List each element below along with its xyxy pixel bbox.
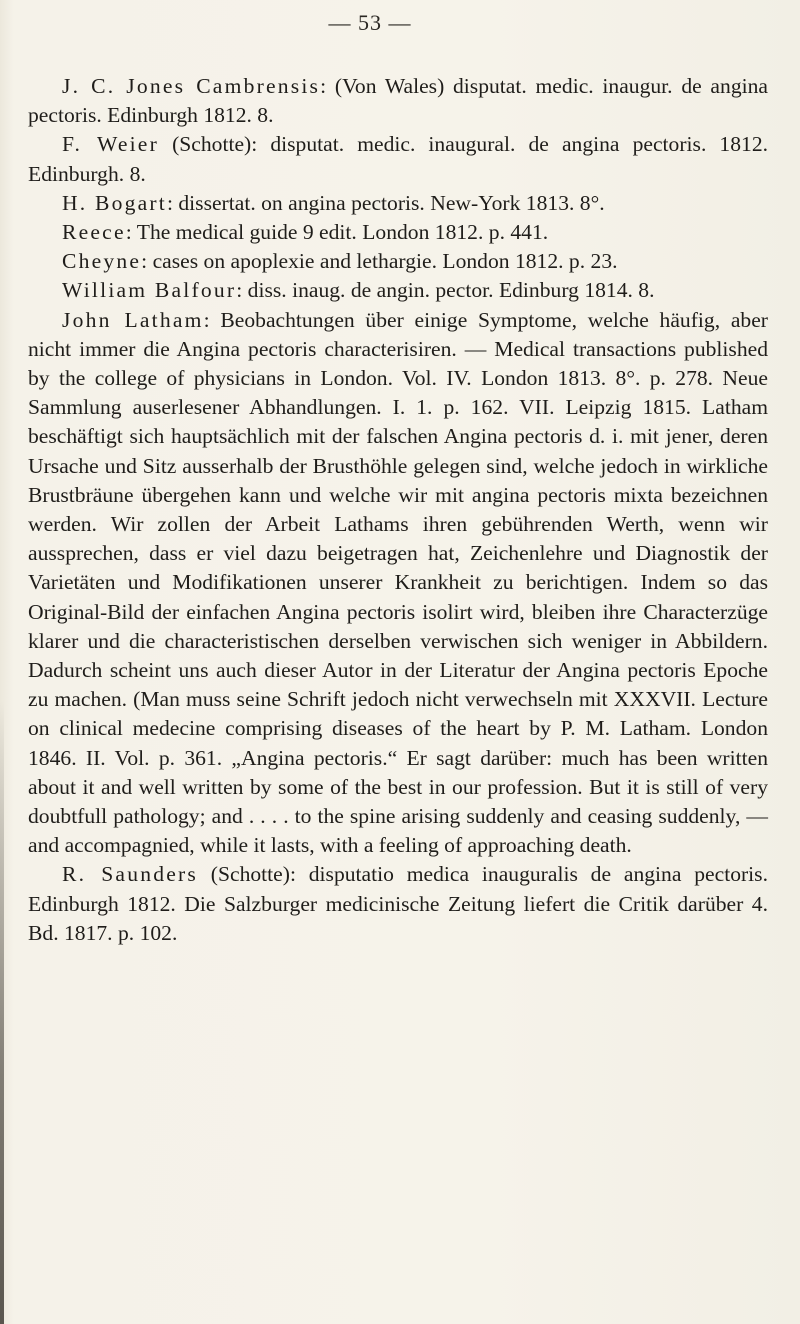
entry-text: : cases on apoplexie and lethargie. London 1812. p. 23. xyxy=(141,249,618,274)
entry-text: : The medical guide 9 edit. London 1812. p. 441. xyxy=(125,220,549,245)
entry-bogart xyxy=(28,189,768,218)
entry-text: : (Von Wales) disputat. medic. inaugur. de angina pectoris. Edinburgh 1812. 8. xyxy=(28,74,768,128)
entry-author: Cheyne xyxy=(62,249,142,274)
entry-jones xyxy=(28,72,768,130)
entry-author: Reece xyxy=(62,220,126,245)
entry-text: : Beobachtungen über einige Symptome, welche häufig, aber nicht immer die Angina pectoris characterisiren. — Medical transactions published by the college of physicians in London. Vol. IV. London 1813. 8°. p. 278. Neue Sammlung auserlesener Abhandlungen. I. 1. p. 162. VII. Leipzig 1815. Latham beschäftigt sich hauptsächlich mit der falschen Angina pectoris d. i. mit jener, deren Ursache und Sitz ausserhalb der Brusthöhle gelegen sind, welche jedoch in wirkliche Brustbräune übergehen kann und welche wir mit angina pectoris mixta bezeichnen werden. Wir zollen der Arbeit Lathams ihren gebührenden Werth, wenn wir aussprechen, dass er viel dazu beigetragen hat, Zeichenlehre und Diagnostik der Varietäten und Modifikationen unserer Krankheit zu berichtigen. Indem so das Original-Bild der einfachen Angina pectoris isolirt wird, bleiben ihre Characterzüge klarer und die characteristischen derselben verwischen sich weniger in Abbildern. Dadurch scheint uns auch dieser Autor in der Literatur der Angina pectoris Epoche zu machen. (Man muss seine Schrift jedoch nicht verwechseln mit XXXVII. Lecture on clinical medecine comprising diseases of the heart by P. M. Latham. London 1846. II. Vol. p. 361. „Angina pectoris.“ Er sagt darüber: much has been written about it and well written by some of the best in our profession. But it is still of very doubtfull pathology; and . . . . to the spine arising suddenly and ceasing suddenly, — and accompagnied, while it lasts, with a feeling of approaching death. xyxy=(28,307,768,858)
entry-weier xyxy=(28,130,768,188)
entry-text: (Schotte): disputatio medica inauguralis de angina pectoris. Edinburgh 1812. Die Salzburger medicinische Zeitung liefert die Critik darüber 4. Bd. 1817. p. 102. xyxy=(28,862,768,945)
entry-text: : dissertat. on angina pectoris. New-York 1813. 8°. xyxy=(166,190,605,215)
entry-latham xyxy=(28,306,768,861)
entry-balfour xyxy=(28,276,768,305)
entry-author: F. Weier xyxy=(62,132,159,157)
entry-reece xyxy=(28,218,768,247)
entry-author: John Latham xyxy=(62,307,204,332)
page-number: — 53 — xyxy=(328,10,412,35)
entry-author: J. C. Jones Cambrensis xyxy=(62,74,321,98)
entry-author: William Balfour xyxy=(62,278,237,303)
bibliography-text xyxy=(28,72,768,948)
entry-author: H. Bogart xyxy=(62,190,167,215)
binding-shadow xyxy=(0,700,4,1324)
entry-cheyne xyxy=(28,247,768,276)
entry-text: (Schotte): disputat. medic. inaugural. de angina pectoris. 1812. Edinburgh. 8. xyxy=(28,132,769,186)
entry-text: : diss. inaug. de angin. pector. Edinburg 1814. 8. xyxy=(236,278,655,303)
entry-saunders xyxy=(28,860,768,948)
entry-author: R. Saunders xyxy=(62,862,198,887)
